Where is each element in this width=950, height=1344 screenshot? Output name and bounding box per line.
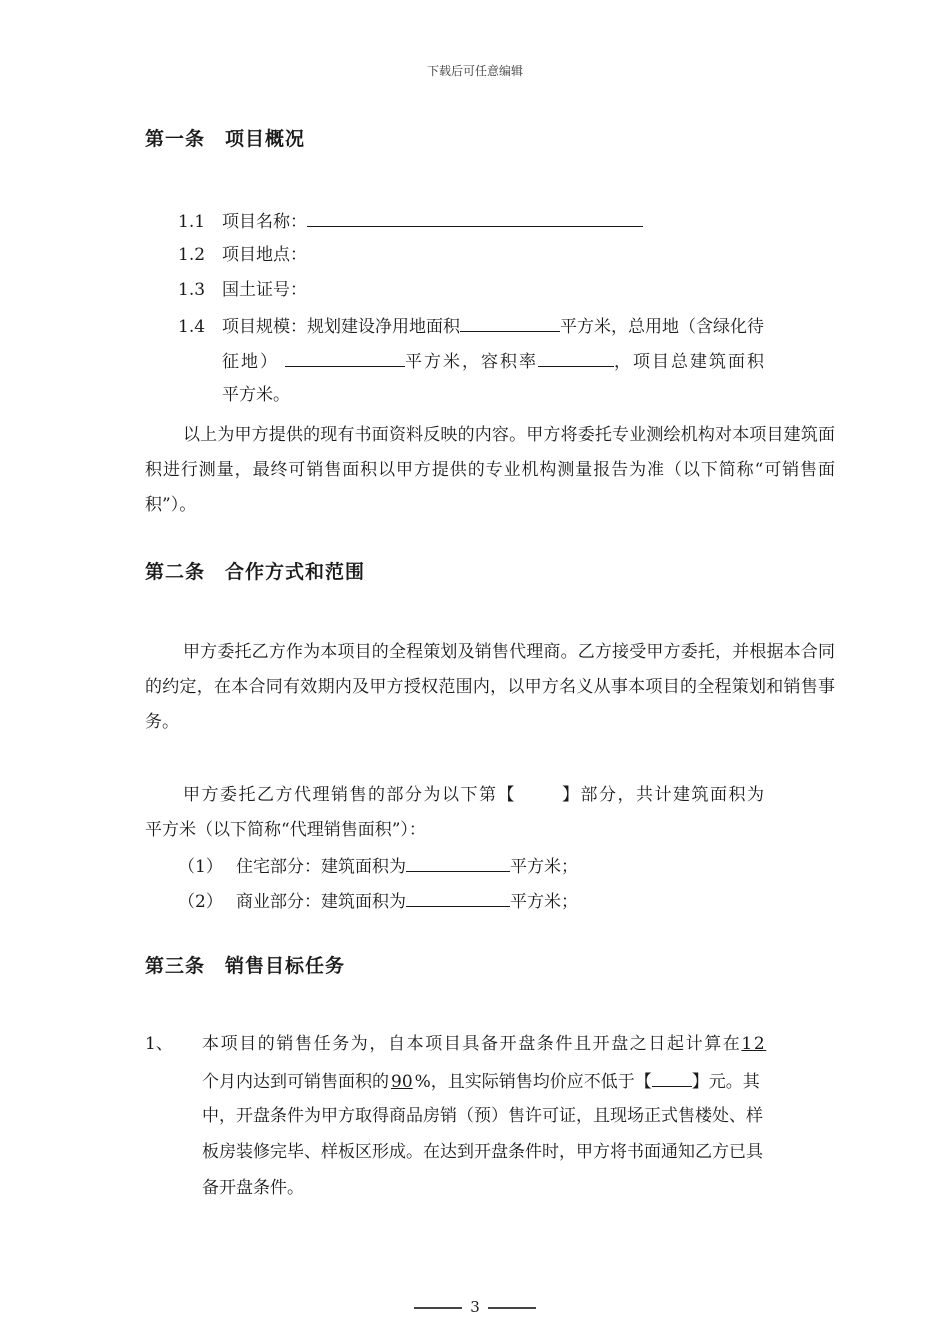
- item-number: 1.1: [178, 212, 206, 232]
- blank-field: [460, 313, 560, 332]
- item-number: （1）: [178, 857, 223, 877]
- item-unit: 平方米；: [510, 892, 578, 912]
- section-2-item-1: [178, 853, 578, 879]
- item-label: 国土证号：: [222, 280, 307, 300]
- section-3-item-number: 1、: [145, 1034, 173, 1054]
- section-2-paragraph-1: 甲方委托乙方作为本项目的全程策划及销售代理商。乙方接受甲方委托，并根据本合同的约定，在本合同有效期内及甲方授权范围内，以甲方名义从事本项目的全程策划和销售事务。: [145, 642, 835, 732]
- para-text: 本项目的销售任务为，自本项目具备开盘条件且开盘之日起计算在: [202, 1034, 742, 1054]
- page-footer: [0, 1298, 950, 1316]
- item-unit: 平方米；: [510, 857, 578, 877]
- item-label: ，项目总建筑面积: [614, 352, 766, 372]
- item-label: 住宅部分：建筑面积为: [236, 857, 406, 877]
- item-1-4-line3: 平方米。: [222, 385, 290, 405]
- para-text: 】元。其: [691, 1072, 760, 1092]
- section-2-title: 第二条 合作方式和范围: [145, 561, 366, 583]
- blank-field: [307, 208, 643, 227]
- section-2-paragraph-2: [183, 783, 766, 807]
- item-1-3: [178, 278, 307, 302]
- item-1-2: [178, 243, 307, 267]
- item-number: （2）: [178, 892, 223, 912]
- section-2-item-2: [178, 888, 578, 914]
- section-3-line-5: 备开盘条件。: [202, 1178, 304, 1198]
- para-text: %，且实际销售均价应不低于【: [414, 1072, 652, 1092]
- section-3-line-3: 中，开盘条件为甲方取得商品房销（预）售许可证，且现场正式售楼处、样: [202, 1106, 763, 1126]
- item-label: 平方米，容积率: [405, 352, 538, 372]
- item-number: 1.3: [178, 280, 206, 300]
- item-label: 商业部分：建筑面积为: [236, 892, 406, 912]
- blank-field: [285, 348, 405, 367]
- footer-dash-right: [488, 1307, 536, 1309]
- months-value: 12: [741, 1034, 767, 1054]
- percent-value: 90: [391, 1072, 413, 1092]
- section-2-paragraph-2-cont: 平方米（以下简称“代理销售面积”）：: [145, 820, 426, 840]
- item-label: 项目名称：: [222, 212, 307, 232]
- section-1-title: 第一条 项目概况: [145, 128, 306, 150]
- section-3-title: 第三条 销售目标任务: [145, 955, 346, 977]
- item-label: 项目规模：规划建设净用地面积: [222, 317, 460, 337]
- para-text: 个月内达到可销售面积的: [202, 1072, 389, 1092]
- page-header: 下载后可任意编辑: [426, 64, 523, 78]
- item-number: 1.2: [178, 245, 206, 265]
- section-3-line-1: [202, 1032, 766, 1056]
- section-3-line-2: [202, 1068, 760, 1094]
- footer-dash-left: [414, 1307, 462, 1309]
- blank-field: [406, 888, 510, 907]
- section-3-line-4: 板房装修完毕、样板区形成。在达到开盘条件时，甲方将书面通知乙方已具: [202, 1142, 763, 1162]
- para-text: 甲方委托乙方代理销售的部分为以下第【: [183, 785, 516, 805]
- blank-field: [406, 853, 510, 872]
- section-1-note: 以上为甲方提供的现有书面资料反映的内容。甲方将委托专业测绘机构对本项目建筑面积进行测量，最终可销售面积以甲方提供的专业机构测量报告为准（以下简称“可销售面积”）。: [145, 425, 835, 515]
- blank-field: [652, 1068, 692, 1087]
- item-number: 1.4: [178, 317, 206, 337]
- item-label: 项目地点：: [222, 245, 307, 265]
- item-1-4-line2: [222, 348, 834, 374]
- item-1-4: [178, 313, 764, 339]
- item-label: 征地）: [222, 352, 279, 372]
- item-label-cont: 平方米，总用地（含绿化待: [560, 317, 764, 337]
- para-text: 】部分，共计建筑面积为: [562, 785, 766, 805]
- page-number: 3: [470, 1298, 480, 1316]
- item-1-1: [178, 208, 643, 234]
- blank-field: [538, 348, 614, 367]
